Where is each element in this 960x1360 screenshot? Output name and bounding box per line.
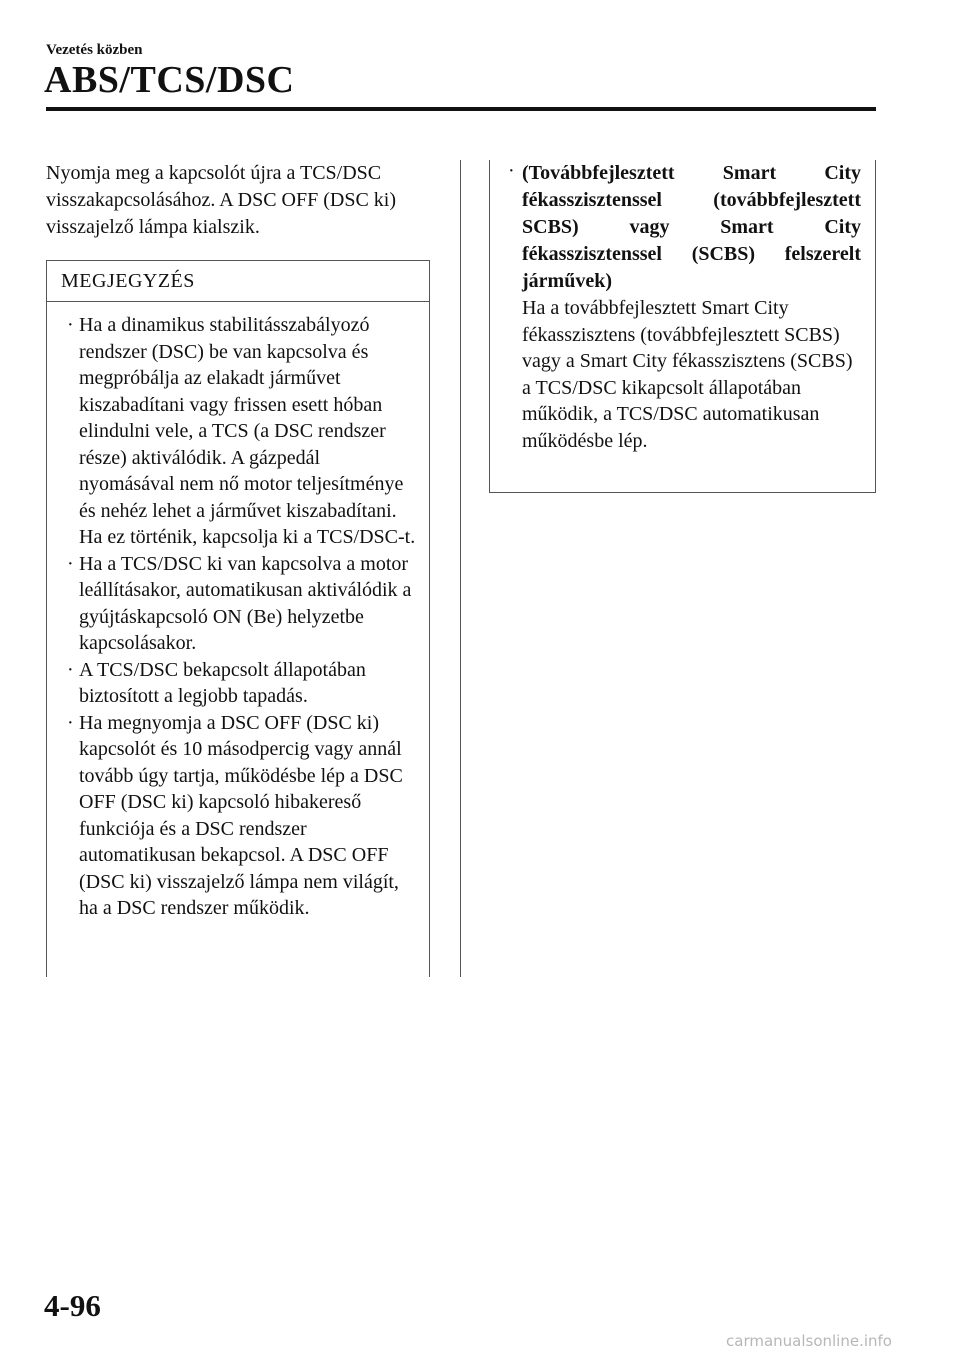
bullet-icon: · [508, 160, 515, 182]
note-item [57, 551, 419, 657]
note-item-text: Ha a TCS/DSC ki van kapcsolva a motor leállításakor, automatikusan aktiválódik a gyújtáskapcsoló ON (Be) helyzetbe kapcsolásakor. [79, 552, 412, 654]
note-item-text: A TCS/DSC bekapcsolt állapotában biztosított a legjobb tapadás. [79, 658, 366, 707]
continuation-box [489, 160, 876, 493]
column-divider [460, 160, 461, 977]
note-box [46, 260, 430, 977]
note-item-text: Ha a dinamikus stabilitásszabályozó rendszer (DSC) be van kapcsolva és megpróbálja az elakadt járművet kiszabadítani vagy frissen esett hóban elindulni vele, a TCS (a DSC rendszer része) aktiválódik. A gázpedál nyomásával nem nő motor teljesítménye és nehéz lehet a járművet kiszabadítani. Ha ez történik, kapcsolja ki a TCS/DSC-t. [79, 314, 416, 548]
page-number: 4-96 [44, 1288, 101, 1323]
note-item [57, 710, 419, 922]
continuation-heading: (Továbbfejlesztett Smart City fékasszisztenssel (továbbfejlesztett SCBS) vagy Smart City fékasszisztenssel (SCBS) felszerelt járművek) [522, 162, 861, 292]
bullet-icon: · [67, 314, 74, 336]
bullet-icon: · [67, 552, 74, 575]
title-rule [46, 107, 876, 111]
bullet-icon: · [67, 658, 74, 681]
bullet-icon: · [67, 711, 74, 734]
note-title: MEGJEGYZÉS [47, 261, 429, 302]
note-list [47, 302, 429, 922]
continuation-item [500, 160, 861, 454]
watermark: carmanualsonline.info [726, 1332, 892, 1350]
intro-paragraph: Nyomja meg a kapcsolót újra a TCS/DSC visszakapcsolásához. A DSC OFF (DSC ki) visszajelző lámpa kialszik. [46, 162, 396, 238]
continuation-body: Ha a továbbfejlesztett Smart City fékasszisztens (továbbfejlesztett SCBS) vagy a Smart City fékasszisztens (SCBS) a TCS/DSC kikapcsolt állapotában működik, a TCS/DSC automatikusan működésbe lép. [522, 297, 853, 452]
page-title: ABS/TCS/DSC [44, 59, 295, 101]
section-label: Vezetés közben [46, 42, 143, 58]
note-item [57, 657, 419, 710]
note-item-text: Ha megnyomja a DSC OFF (DSC ki) kapcsolót és 10 másodpercig vagy annál tovább úgy tartja, működésbe lép a DSC OFF (DSC ki) kapcsoló hibakereső funkciója és a DSC rendszer automatikusan bekapcsol. A DSC OFF (DSC ki) visszajelző lámpa nem világít, ha a DSC rendszer működik. [79, 711, 403, 919]
note-item [57, 312, 419, 551]
